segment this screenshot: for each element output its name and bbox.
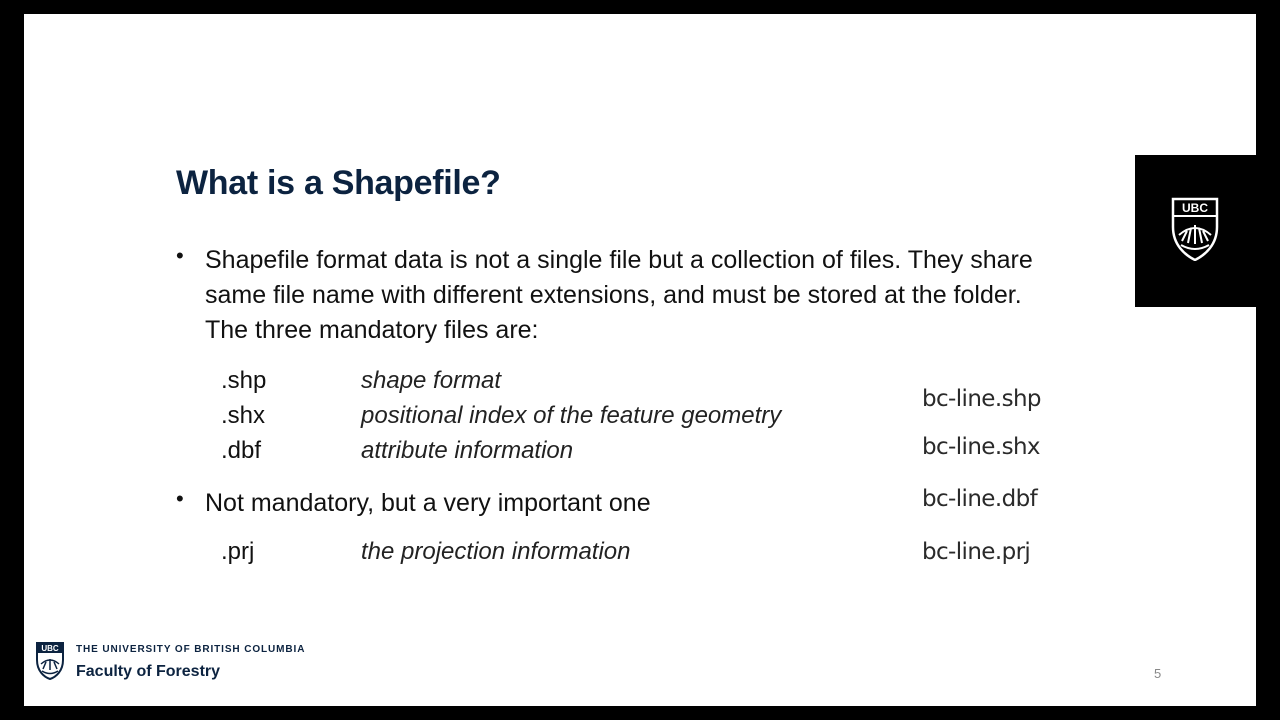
file-description: positional index of the feature geometry bbox=[361, 402, 782, 429]
bullet-text: Shapefile format data is not a single file but a collection of files. They share same file name with different extensions, and must be stored at the folder. The three mandatory files are: bbox=[205, 246, 1033, 344]
ubc-logo-panel bbox=[1135, 155, 1256, 307]
footer-logo-wordmark: UBC bbox=[41, 644, 59, 653]
footer-university-name: THE UNIVERSITY OF BRITISH COLUMBIA bbox=[76, 644, 306, 655]
file-description: the projection information bbox=[361, 538, 631, 565]
ubc-crest-icon bbox=[1171, 197, 1219, 261]
footer-faculty-name: Faculty of Forestry bbox=[76, 663, 221, 680]
example-filename: bc-line.shx bbox=[922, 434, 1040, 460]
slide bbox=[24, 14, 1256, 706]
bullet-marker: • bbox=[176, 486, 184, 511]
bullet-text: Not mandatory, but a very important one bbox=[205, 489, 651, 517]
ubc-footer-crest-icon bbox=[36, 642, 64, 680]
bullet-marker: • bbox=[176, 243, 184, 268]
file-description: shape format bbox=[361, 367, 502, 394]
file-extension: .shx bbox=[221, 402, 266, 429]
file-extension: .prj bbox=[221, 538, 255, 565]
file-extension: .shp bbox=[221, 367, 267, 394]
example-filename: bc-line.dbf bbox=[922, 486, 1038, 512]
logo-wordmark: UBC bbox=[1182, 201, 1208, 215]
file-description: attribute information bbox=[361, 437, 574, 464]
example-filename: bc-line.shp bbox=[922, 386, 1041, 412]
page-number: 5 bbox=[1154, 666, 1162, 681]
example-filename: bc-line.prj bbox=[922, 539, 1031, 565]
file-extension: .dbf bbox=[221, 437, 262, 464]
slide-title: What is a Shapefile? bbox=[176, 164, 501, 202]
